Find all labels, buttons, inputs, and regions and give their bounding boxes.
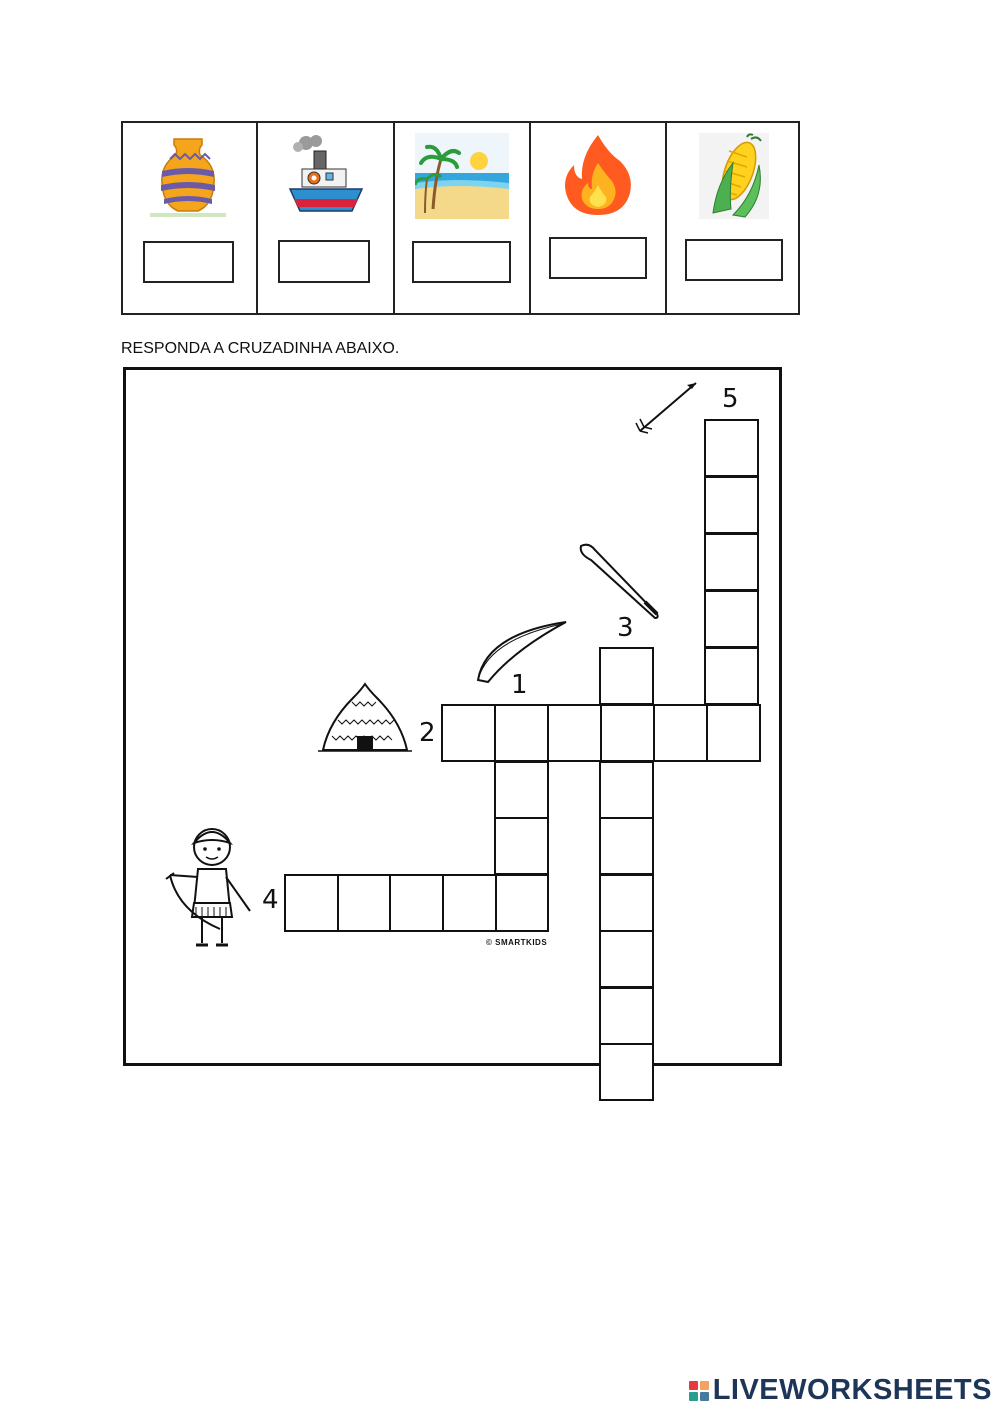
crossword-cell[interactable] — [494, 761, 549, 819]
picture-cell-corn — [667, 123, 798, 313]
crossword-cell[interactable] — [599, 1043, 654, 1101]
crossword-cell[interactable] — [599, 817, 654, 875]
picture-table — [121, 121, 800, 315]
logo-square — [700, 1392, 709, 1401]
beach-icon — [415, 133, 509, 219]
answer-box-beach[interactable] — [412, 241, 511, 283]
crossword-cell[interactable] — [599, 987, 654, 1045]
brand — [689, 1374, 992, 1407]
clue-number-4: 4 — [262, 885, 279, 915]
crossword-cell[interactable] — [494, 874, 549, 932]
answer-box-boat[interactable] — [278, 240, 370, 283]
clue-number-2: 2 — [419, 718, 436, 748]
crossword-cell[interactable] — [704, 476, 759, 534]
crossword-cell[interactable] — [494, 704, 549, 762]
clue-number-1: 1 — [511, 670, 528, 700]
logo-square — [689, 1381, 698, 1390]
crossword-cell[interactable] — [442, 874, 497, 932]
credit-text: © SMARTKIDS — [486, 938, 548, 947]
instruction-text: RESPONDA A CRUZADINHA ABAIXO. — [121, 340, 400, 357]
crossword-cell[interactable] — [284, 874, 339, 932]
picture-cell-beach — [395, 123, 531, 313]
crossword-cell[interactable] — [600, 704, 655, 762]
boat-icon — [286, 133, 366, 219]
crossword-cell[interactable] — [389, 874, 444, 932]
crossword-cell[interactable] — [704, 419, 759, 477]
clue-number-3: 3 — [617, 613, 634, 643]
crossword-cell[interactable] — [599, 874, 654, 932]
crossword-cell[interactable] — [547, 704, 602, 762]
logo-square — [700, 1381, 709, 1390]
crossword-cell[interactable] — [706, 704, 761, 762]
clue-number-5: 5 — [722, 384, 739, 414]
picture-cell-boat — [258, 123, 395, 313]
brand-name: LIVEWORKSHEETS — [712, 1374, 992, 1406]
arrow-icon — [632, 379, 702, 437]
crossword-cell[interactable] — [599, 647, 654, 705]
picture-cell-vase — [123, 123, 258, 313]
crossword-cell[interactable] — [704, 590, 759, 648]
picture-cell-fire — [531, 123, 667, 313]
crossword-cell[interactable] — [337, 874, 392, 932]
answer-box-vase[interactable] — [143, 241, 234, 283]
answer-box-fire[interactable] — [549, 237, 647, 279]
answer-box-corn[interactable] — [685, 239, 783, 281]
crossword-cell[interactable] — [494, 817, 549, 875]
crossword-cell[interactable] — [704, 647, 759, 705]
corn-icon — [699, 133, 769, 219]
fire-icon — [561, 133, 635, 219]
crossword-cell[interactable] — [441, 704, 496, 762]
crossword-cell[interactable] — [599, 930, 654, 988]
club-icon — [575, 540, 665, 620]
hut-icon — [318, 680, 412, 764]
vase-icon — [148, 133, 228, 219]
crossword-cell[interactable] — [599, 761, 654, 819]
logo-square — [689, 1392, 698, 1401]
crossword-cell[interactable] — [653, 704, 708, 762]
indigenous-boy-icon — [160, 825, 260, 955]
crossword-cell[interactable] — [704, 533, 759, 591]
liveworksheets-logo-icon — [689, 1381, 709, 1401]
